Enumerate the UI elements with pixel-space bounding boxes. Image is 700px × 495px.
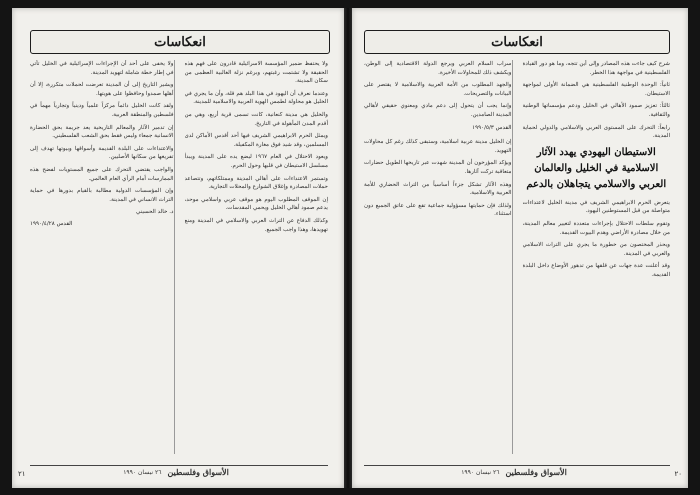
paragraph: والخليل هي مدينة كنعانية، كانت تسمى قرية أربع، وهي من أقدم المدن المأهولة في التاريخ. [184, 111, 328, 127]
footer-publication-name: الأسواق وفلسطين [167, 467, 229, 477]
paragraph: إن الخليل مدينة عربية اسلامية، وستبقى كذلك رغم كل محاولات التهويد. [364, 139, 512, 154]
footer-publication-name: الأسواق وفلسطين [505, 467, 567, 477]
column-right [185, 60, 329, 454]
page-number: ٢٠ [674, 470, 682, 478]
paragraph: وإن المؤسسات الدولية مطالبة بالقيام بدورها في حماية التراث الانساني في المدينة. [30, 188, 174, 203]
paragraph: وتستمر الاعتداءات على أهالي المدينة وممتلكاتهم، وتتصاعد حملات المصادرة وإغلاق الشوارع والمحلات التجارية. [184, 175, 328, 191]
paragraph: ويؤكد المؤرخون أن المدينة شهدت عبر تاريخها الطويل حضارات متعاقبة تركت آثارها. [364, 160, 512, 175]
paragraph: ويمثل الحرم الابراهيمي الشريف فيها أحد أقدس الأماكن لدى المسلمين، وقد شيد فوق مغارة المكفيلة. [184, 133, 328, 148]
paragraph: وقد أعلنت عدة جهات عن قلقها من تدهور الأوضاع داخل البلدة القديمة. [522, 263, 670, 278]
page-footer [30, 465, 328, 478]
article-date: القدس ١٩٩٠/٤/٢٨ [30, 220, 73, 227]
paragraph: والواجب يقتضي التحرك على جميع المستويات لفضح هذه الممارسات أمام الرأي العام العالمي. [30, 166, 174, 182]
paragraph: وتقوم سلطات الاحتلال بإجراءات متعددة لتغيير معالم المدينة، من خلال مصادرة الأراضي وهدم البيوت القديمة. [522, 220, 670, 236]
paragraph: ولقد كانت الخليل دائماً مركزاً علمياً ودينياً وتجارياً مهماً في فلسطين والمنطقة العربية. [30, 103, 174, 118]
page-footer [364, 465, 670, 478]
paragraph: ولذلك فإن حمايتها مسؤولية جماعية تقع على عاتق الجميع دون استثناء. [364, 202, 512, 218]
article-columns [30, 60, 328, 454]
right-page [352, 8, 688, 488]
section-title: انعكاسات [154, 34, 206, 50]
left-page [12, 8, 344, 488]
paragraph: ولا يخفى على أحد أن الإجراءات الإسرائيلية في الخليل تأتي في إطار خطة شاملة لتهويد المدينة. [30, 61, 174, 76]
paragraph: وعندما نعرف أن اليهود في هذا البلد هم قلة، وأن ما يجري في الخليل هو محاولة لطمس الهوية العربية والاسلامية للمدينة. [184, 90, 328, 106]
paragraph: سراب السلام العربي ويرجع الدولة الاقتصادية إلى الوطن، ويكشف ذلك للمحاولات الأخيرة. [364, 61, 512, 76]
paragraph: ويحذر المختصون من خطورة ما يجري على التراث الاسلامي والعربي في المدينة. [522, 242, 670, 257]
section-header [364, 30, 670, 54]
column-left [364, 60, 513, 454]
paragraph: والاعتداءات على البلدة القديمة وأسواقها وبيوتها تهدف إلى تفريغها من سكانها الأصليين. [30, 145, 174, 161]
article-date: القدس ١٩٩٠/٥/٣ [472, 124, 512, 131]
paragraph: وإنما يجب أن يتحول إلى دعم مادي ومعنوي حقيقي لأهالي المدينة الصامدين. [364, 103, 512, 118]
paragraph: ثانياً: الوحدة الوطنية الفلسطينية هي الضمانة الأولى لمواجهة الاستيطان. [522, 82, 670, 97]
column-right [523, 60, 671, 454]
paragraph: رابعاً: التحرك على المستوى العربي والاسلامي والدولي لحماية المدينة. [522, 124, 670, 140]
paragraph: ولا يحتفظ ضمير المؤسسة الاسرائيلية قادرون على فهم هذه الحقيقة ولا تشتمت رغبتهم، وبرغم نزلة الغالبية العظمى من سكان المدينة. [184, 61, 328, 85]
paragraph: شرح كيف جاءت هذه المصادر وإلى أين تتجه، وما هو دور القيادة الفلسطينية في مواجهة هذا الخطر. [522, 61, 670, 76]
column-left [30, 60, 175, 454]
article-headline: الاستيطان اليهودي يهدد الآثار الاسلامية في الخليل والعالمان العربي والاسلامي يتجاهلان بالدعم [526, 146, 667, 190]
paragraph: ويعود الاحتلال في العام ١٩٦٧ ليضع يده على المدينة ويبدأ مسلسل الاستيطان في قلبها وحول الحرم. [184, 154, 328, 169]
paragraph: ويشير التاريخ إلى أن المدينة تعرضت لحملات متكررة، إلا أن أهلها صمدوا وحافظوا على هويتها. [30, 82, 174, 97]
paragraph: والجهد المطلوب من الأمة العربية والاسلامية لا يقتصر على البيانات والتصريحات. [364, 82, 512, 97]
section-title: انعكاسات [491, 34, 543, 50]
section-header [30, 30, 330, 54]
article-columns [364, 60, 670, 454]
paragraph: إن تدمير الآثار والمعالم التاريخية يعد جريمة بحق الحضارة الانسانية جمعاء وليس فقط بحق الشعب الفلسطيني. [30, 124, 174, 140]
author-name: د. خالد الحسيني [135, 209, 174, 216]
paragraph: يتعرض الحرم الابراهيمي الشريف في مدينة الخليل لاعتداءات متواصلة من قبل المستوطنين اليهود. [522, 199, 670, 215]
book-spine [344, 8, 352, 488]
paragraph: إن الموقف المطلوب اليوم هو موقف عربي واسلامي موحد، يدعم صمود أهالي الخليل ويحمي المقدسات. [184, 196, 328, 212]
page-number: ٢١ [18, 470, 26, 478]
footer-issue-info: ٢٦ نيسان ١٩٩٠ [461, 468, 500, 476]
paragraph: وهذه الآثار تشكل جزءاً أساسياً من التراث الحضاري للأمة العربية والاسلامية. [364, 181, 512, 197]
paragraph: ثالثاً: تعزيز صمود الأهالي في الخليل ودعم مؤسساتها الوطنية والثقافية. [522, 103, 670, 118]
paragraph: وكذلك الدفاع عن التراث العربي والاسلامي في المدينة ومنع تهويدها، وهذا واجب الجميع. [184, 217, 328, 233]
footer-issue-info: ٢٦ نيسان ١٩٩٠ [123, 468, 162, 476]
